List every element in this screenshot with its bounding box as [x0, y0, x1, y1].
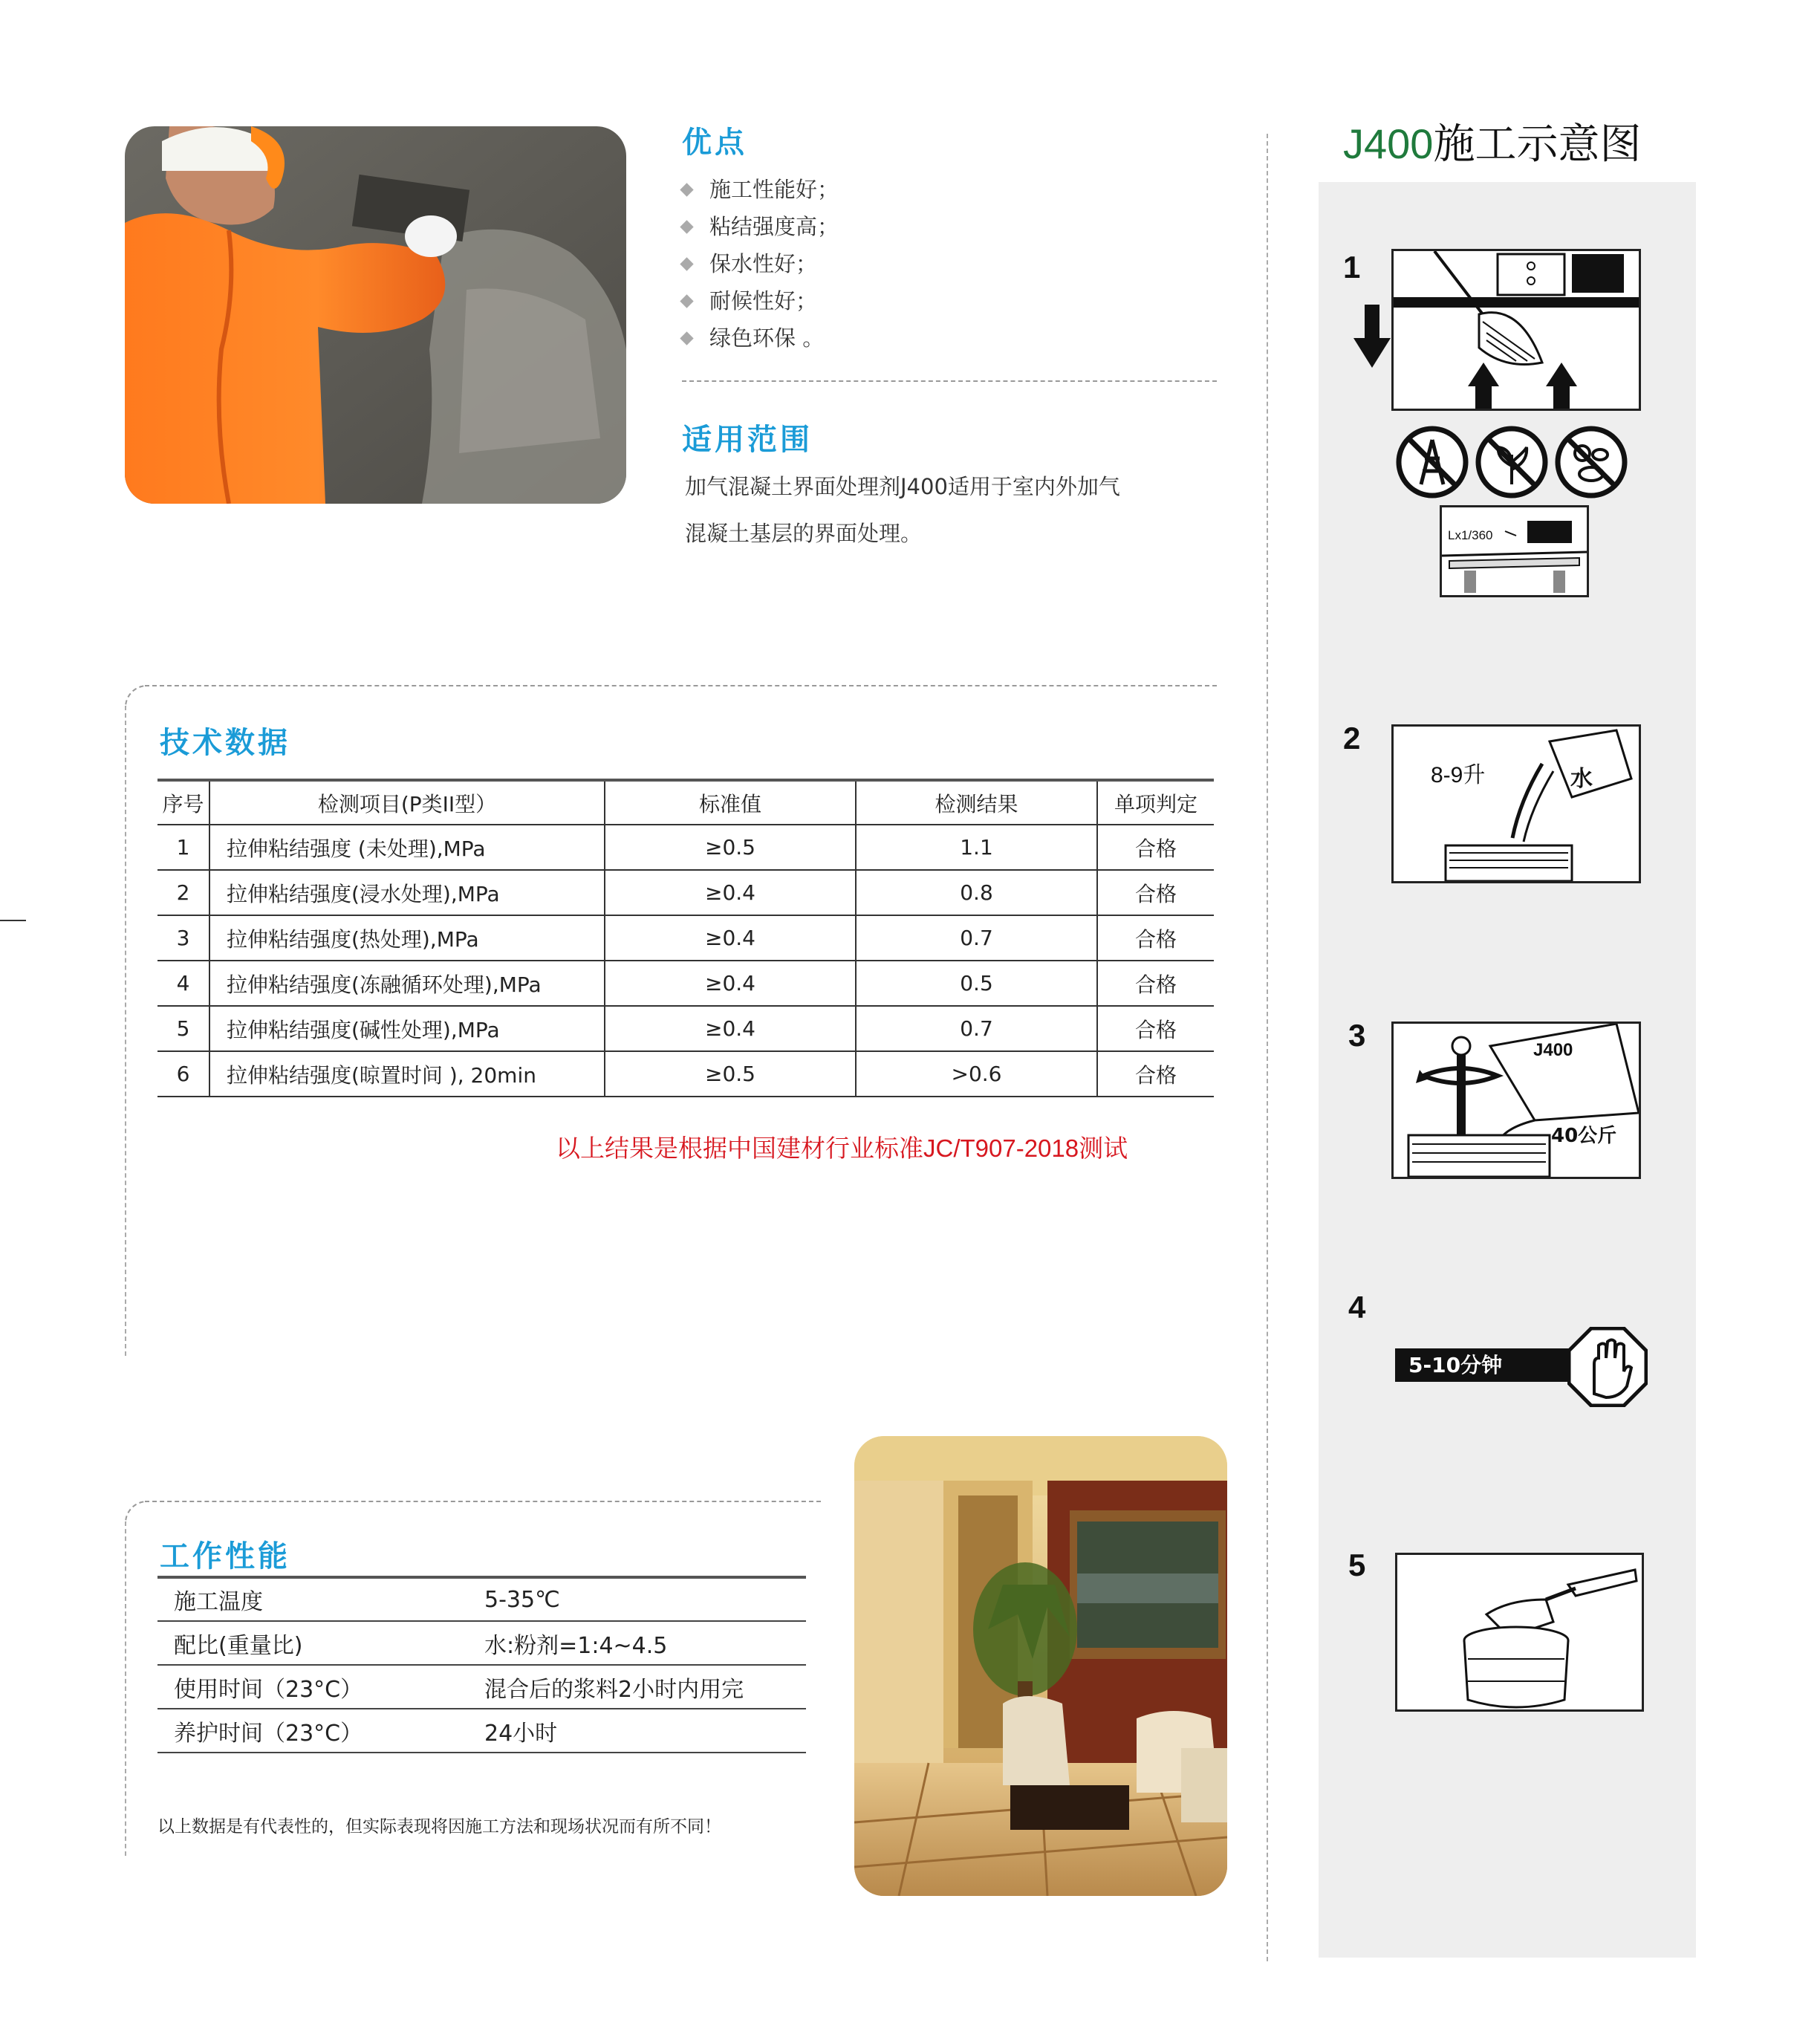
scope-line-1: 加气混凝土界面处理剂J400适用于室内外加气 — [685, 474, 1120, 499]
table-cell: 1 — [157, 825, 209, 870]
advantages-title: 优点 — [682, 126, 747, 160]
diagram-title: J400施工示意图 — [1343, 120, 1642, 167]
table-cell: 配比(重量比) — [157, 1621, 484, 1665]
table-cell: 合格 — [1097, 961, 1214, 1006]
work-frame-top — [145, 1501, 821, 1502]
divider — [682, 380, 1217, 382]
table-row — [157, 1051, 1214, 1097]
list-item: 粘结强度高； — [676, 208, 839, 245]
table-cell: 合格 — [1097, 1006, 1214, 1051]
work-note: 以上数据是有代表性的，但实际表现将因施工方法和现场状况而有所不同！ — [157, 1817, 721, 1836]
work-frame-corner — [125, 1501, 147, 1523]
step-1-illustration — [1391, 249, 1641, 411]
table-row — [157, 961, 1214, 1006]
table-cell: ≥0.4 — [605, 961, 856, 1006]
step-4-number: 4 — [1348, 1290, 1366, 1325]
no-plant-icon — [1475, 425, 1549, 502]
diamond-bullet-icon — [680, 183, 693, 196]
scope-title: 适用范围 — [682, 423, 813, 457]
weight-label: 40公斤 — [1551, 1125, 1617, 1147]
table-cell: ≥0.4 — [605, 870, 856, 915]
header-cell: 单项判定 — [1097, 780, 1214, 825]
table-cell: 拉伸粘结强度(浸水处理),MPa — [209, 870, 605, 915]
water-label: 水 — [1570, 766, 1593, 792]
tech-title: 技术数据 — [160, 726, 290, 760]
table-cell: 合格 — [1097, 1051, 1214, 1097]
stop-hand-icon — [1567, 1327, 1648, 1410]
table-row — [157, 870, 1214, 915]
tech-frame-left — [125, 706, 126, 1356]
work-table — [157, 1576, 806, 1753]
table-cell: 0.7 — [856, 1006, 1097, 1051]
header-cell: 检测项目(P类II型） — [209, 780, 605, 825]
table-cell: 合格 — [1097, 915, 1214, 961]
table-cell: 5 — [157, 1006, 209, 1051]
table-cell: 24小时 — [484, 1709, 806, 1753]
table-cell: 0.5 — [856, 961, 1097, 1006]
table-cell: 施工温度 — [157, 1577, 484, 1621]
step-2-illustration — [1391, 724, 1641, 883]
header-cell: 检测结果 — [856, 780, 1097, 825]
list-item: 绿色环保 。 — [676, 319, 839, 357]
header-cell: 标准值 — [605, 780, 856, 825]
column-divider — [1267, 134, 1268, 1961]
tech-note: 以上结果是根据中国建材行业标准JC/T907-2018测试 — [556, 1134, 1128, 1162]
water-amount-label: 8-9升 — [1431, 763, 1486, 787]
tech-frame-corner — [125, 685, 147, 707]
worker-photo — [125, 126, 626, 504]
tech-frame-top — [145, 685, 1217, 686]
table-cell: 拉伸粘结强度 (未处理),MPa — [209, 825, 605, 870]
no-oil-icon — [1395, 425, 1469, 502]
flatness-ratio-label: Lx1/360 — [1448, 528, 1493, 542]
interior-photo — [854, 1436, 1227, 1896]
table-cell: 养护时间（23°C） — [157, 1709, 484, 1753]
table-row — [157, 1577, 806, 1621]
diamond-bullet-icon — [680, 294, 693, 308]
step-1-number: 1 — [1343, 250, 1361, 285]
table-cell: >0.6 — [856, 1051, 1097, 1097]
step-3-illustration — [1391, 1022, 1641, 1179]
table-cell: 4 — [157, 961, 209, 1006]
table-cell: 0.7 — [856, 915, 1097, 961]
wait-time-label: 5-10分钟 — [1395, 1348, 1596, 1382]
table-cell: ≥0.4 — [605, 915, 856, 961]
list-item: 保水性好； — [676, 245, 839, 282]
table-cell: 拉伸粘结强度(碱性处理),MPa — [209, 1006, 605, 1051]
table-cell: 混合后的浆料2小时内用完 — [484, 1665, 806, 1709]
table-cell: 2 — [157, 870, 209, 915]
table-cell: 6 — [157, 1051, 209, 1097]
step-5-number: 5 — [1348, 1548, 1366, 1582]
list-item: 耐候性好； — [676, 282, 839, 319]
table-cell: 合格 — [1097, 870, 1214, 915]
step-3-number: 3 — [1348, 1018, 1366, 1053]
table-cell: ≥0.5 — [605, 825, 856, 870]
table-cell: ≥0.4 — [605, 1006, 856, 1051]
table-row — [157, 1709, 806, 1753]
table-cell: 水:粉剂=1:4~4.5 — [484, 1621, 806, 1665]
table-row — [157, 915, 1214, 961]
table-cell: 拉伸粘结强度(晾置时间 ), 20min — [209, 1051, 605, 1097]
scope-line-2: 混凝土基层的界面处理。 — [685, 521, 923, 546]
product-label: J400 — [1533, 1040, 1573, 1060]
step-5-illustration — [1395, 1553, 1644, 1712]
tech-table — [157, 779, 1214, 1097]
down-arrow-icon — [1353, 305, 1391, 371]
table-cell: 0.8 — [856, 870, 1097, 915]
table-cell: 3 — [157, 915, 209, 961]
flatness-illustration — [1440, 505, 1589, 597]
diamond-bullet-icon — [680, 220, 693, 233]
no-debris-icon — [1554, 425, 1628, 502]
diamond-bullet-icon — [680, 257, 693, 270]
table-cell: ≥0.5 — [605, 1051, 856, 1097]
table-cell: 使用时间（23°C） — [157, 1665, 484, 1709]
header-cell: 序号 — [157, 780, 209, 825]
table-cell: 5-35℃ — [484, 1577, 806, 1621]
table-cell: 拉伸粘结强度(冻融循环处理),MPa — [209, 961, 605, 1006]
table-cell: 合格 — [1097, 825, 1214, 870]
table-row — [157, 1006, 1214, 1051]
table-row — [157, 1621, 806, 1665]
table-row — [157, 1665, 806, 1709]
list-item: 施工性能好； — [676, 171, 839, 208]
step-2-number: 2 — [1343, 721, 1361, 756]
crop-mark — [0, 920, 26, 921]
work-frame-left — [125, 1522, 126, 1856]
table-cell: 拉伸粘结强度(热处理),MPa — [209, 915, 605, 961]
table-cell: 1.1 — [856, 825, 1097, 870]
advantages-list — [676, 171, 839, 357]
diamond-bullet-icon — [680, 331, 693, 345]
table-row — [157, 825, 1214, 870]
table-header-row — [157, 780, 1214, 825]
work-title: 工作性能 — [160, 1539, 290, 1574]
